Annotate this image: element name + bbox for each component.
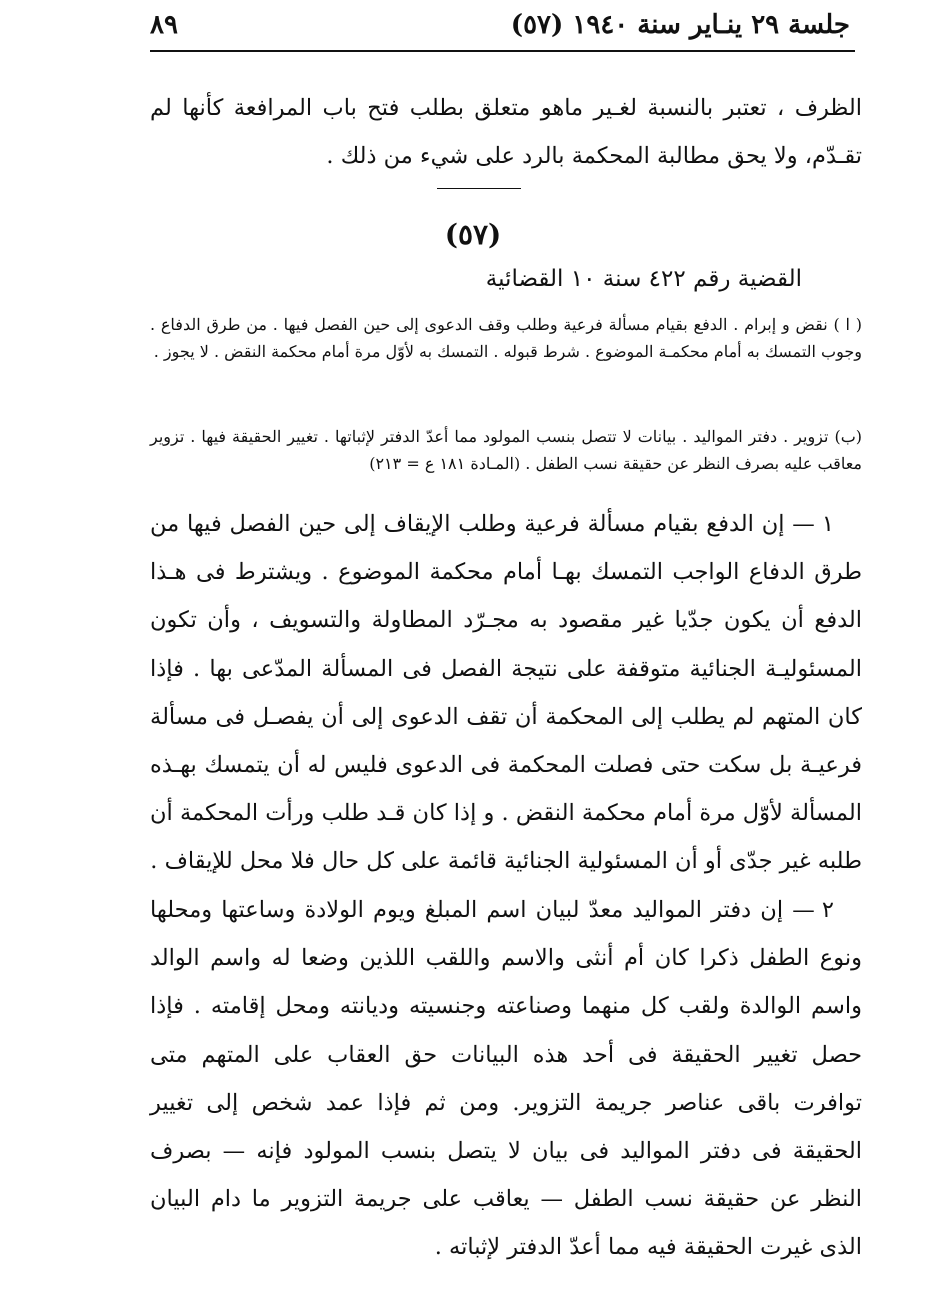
summary-b-text: تزوير . دفتر المواليد . بيانات لا تتصل بنسب المولود مما أعدّ الدفتر لإثباتها . تغيير الحقيقة فيها . تزوير معاقب عليه بصرف النظر عن حقيقة نسب الطفل . [150,427,862,473]
intro-text: الظرف ، تعتبر بالنسبة لغـير ماهو متعلق بطلب فتح باب المرافعة كأنها لم تقـدّم، ولا يحق مطالبة المحكمة بالرد على شيء من ذلك . [150,95,862,169]
summary-b-marker: (ب) [834,427,862,446]
section-divider [437,188,521,189]
article-2-text: إن دفتر المواليد معدّ لبيان اسم المبلغ ويوم الولادة وساعتها ومحلها ونوع الطفل ذكرا كان أم أنثى والاسم واللقب اللذين وضعا له واسم الوالد واسم الوالدة ولقب كل منهما وصناعته وجنسيته وديانته ومحل إقامته . فإذا حصل تغيير الحقيقة فى أحد هذه البيانات حق العقاب على المتهم متى توافرت باقى عناصر جريمة التزوير. ومن ثم فإذا عمد شخص إلى تغيير الحقيقة فى دفتر المواليد فى بيان لا يتصل بنسب المولود فإنه — بصرف النظر عن حقيقة نسب الطفل — يعاقب على جريمة التزوير ما دام البيان الذى غيرت الحقيقة فيه مما أعدّ الدفتر لإثباته . [150,897,862,1261]
summary-b [150,424,862,477]
page-number: ٨٩ [150,10,178,40]
case-number: (٥٧) [444,218,502,251]
article-1-number: ١ — [792,511,834,537]
article-1-text: إن الدفع بقيام مسألة فرعية وطلب الإيقاف إلى حين الفصل فيها من طرق الدفاع الواجب التمسك بهـا أمام محكمة الموضوع . ويشترط فى هـذا الدفع أن يكون جدّيا غير مقصود به مجـرّد المطاولة والتسويف ، وأن تكون المسئوليـة الجنائية متوقفة على نتيجة الفصل فى المسألة المدّعى بها . فإذا كان المتهم لم يطلب إلى المحكمة أن تقف الدعوى إلى أن يفصـل فى مسألة فرعيـة بل سكت حتى فصلت المحكمة فى الدعوى فليس له أن يتمسك بهـذه المسألة لأوّل مرة أمام محكمة النقض . و إذا كان قـد طلب ورأت المحكمة أن طلبه غير جدّى أو أن المسئولية الجنائية قائمة على كل حال فلا محل للإيقاف . [150,511,862,875]
summary-b-reference: (المـادة ١٨١ ع = ٢١٣) [369,453,521,473]
running-header-title: جلسة ٢٩ ينـاير سنة ١٩٤٠ (٥٧) [510,10,850,40]
article-1 [150,500,862,886]
article-2-number: ٢ — [792,897,835,923]
header-rule [150,50,855,52]
page-header [150,2,850,48]
summary-a-marker: ( ا ) [833,315,862,334]
case-title: القضية رقم ٤٢٢ سنة ١٠ القضائية [485,266,802,292]
article-2 [150,886,862,1272]
summary-a [150,312,862,365]
summary-a-text: نقض و إبرام . الدفع بقيام مسألة فرعية وطلب وقف الدعوى إلى حين الفصل فيها . من طرق الدفاع . وجوب التمسك به أمام محكمـة الموضوع . شرط قبوله . التمسك به لأوّل مرة أمام محكمة النقض . لا يجوز . [150,315,862,361]
intro-paragraph [150,84,862,180]
